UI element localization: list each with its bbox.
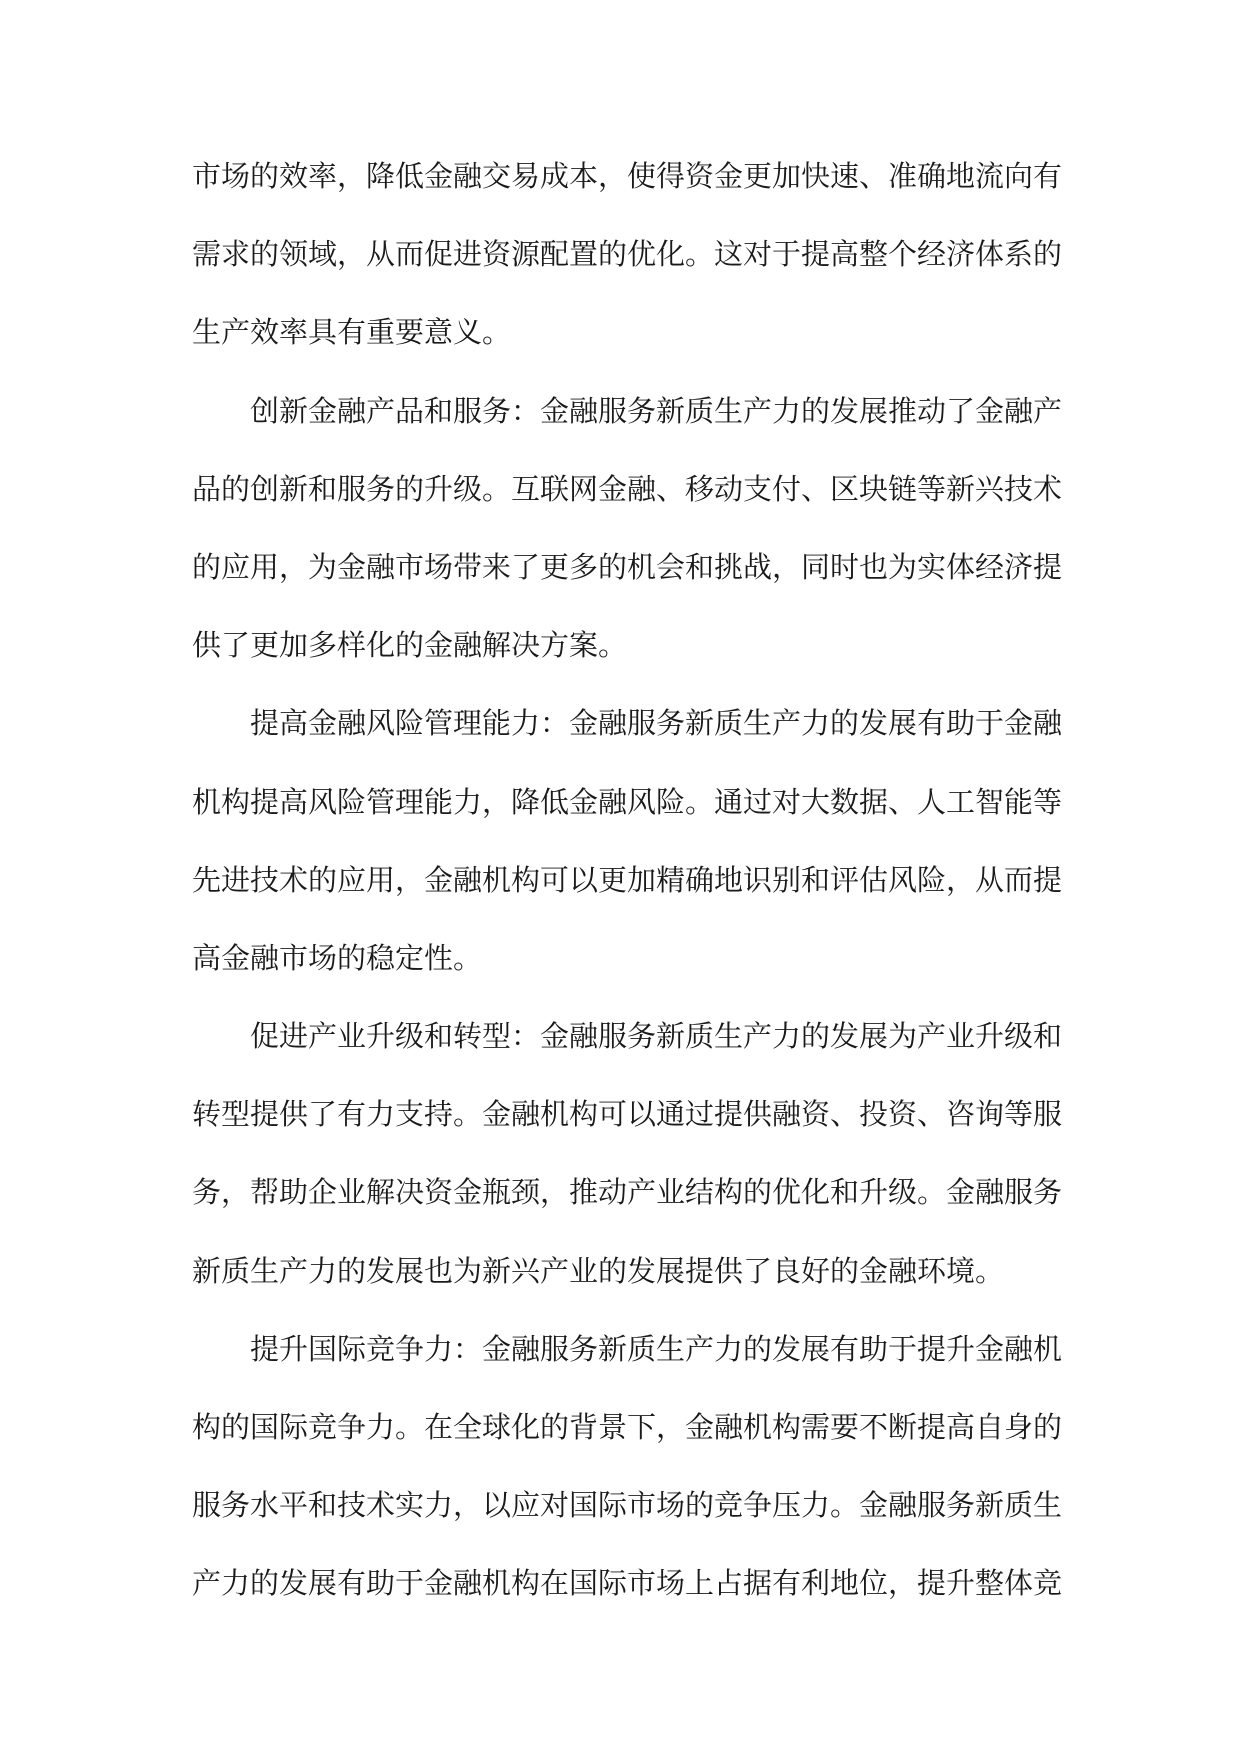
text-line: 新质生产力的发展也为新兴产业的发展提供了良好的金融环境。 <box>192 1253 1005 1288</box>
paragraph-risk-management <box>192 684 1063 997</box>
text-line: 市场的效率，降低金融交易成本，使得资金更加快速、准确地流向有 <box>192 159 1063 193</box>
text-line: 品的创新和服务的升级。互联网金融、移动支付、区块链等新兴技术 <box>192 471 1063 506</box>
text-line: 产力的发展有助于金融机构在国际市场上占据有利地位，提升整体竞 <box>192 1566 1063 1601</box>
text-line: 提升国际竞争力：金融服务新质生产力的发展有助于提升金融机 <box>250 1331 1063 1366</box>
text-line: 创新金融产品和服务：金融服务新质生产力的发展推动了金融产 <box>250 393 1063 428</box>
text-line: 务，帮助企业解决资金瓶颈，推动产业结构的优化和升级。金融服务 <box>192 1175 1063 1210</box>
text-line: 需求的领域，从而促进资源配置的优化。这对于提高整个经济体系的 <box>192 237 1063 272</box>
text-line: 机构提高风险管理能力，降低金融风险。通过对大数据、人工智能等 <box>192 784 1063 819</box>
text-line: 促进产业升级和转型：金融服务新质生产力的发展为产业升级和 <box>250 1019 1063 1054</box>
paragraph-innovation <box>192 372 1063 685</box>
text-line: 转型提供了有力支持。金融机构可以通过提供融资、投资、咨询等服 <box>192 1097 1063 1132</box>
text-line: 的应用，为金融市场带来了更多的机会和挑战，同时也为实体经济提 <box>192 549 1063 584</box>
paragraph-international-competitiveness <box>192 1310 1063 1623</box>
text-line: 供了更加多样化的金融解决方案。 <box>192 628 628 663</box>
text-line: 提高金融风险管理能力：金融服务新质生产力的发展有助于金融 <box>250 706 1063 741</box>
paragraph-industrial-upgrade <box>192 997 1063 1310</box>
text-line: 先进技术的应用，金融机构可以更加精确地识别和评估风险，从而提 <box>192 862 1063 897</box>
text-line: 生产效率具有重要意义。 <box>192 315 512 350</box>
paragraph-market-efficiency <box>192 137 1063 372</box>
text-line: 服务水平和技术实力，以应对国际市场的竞争压力。金融服务新质生 <box>192 1488 1063 1523</box>
document-body <box>192 137 1063 1623</box>
text-line: 构的国际竞争力。在全球化的背景下，金融机构需要不断提高自身的 <box>192 1410 1063 1444</box>
text-line: 高金融市场的稳定性。 <box>192 940 483 975</box>
